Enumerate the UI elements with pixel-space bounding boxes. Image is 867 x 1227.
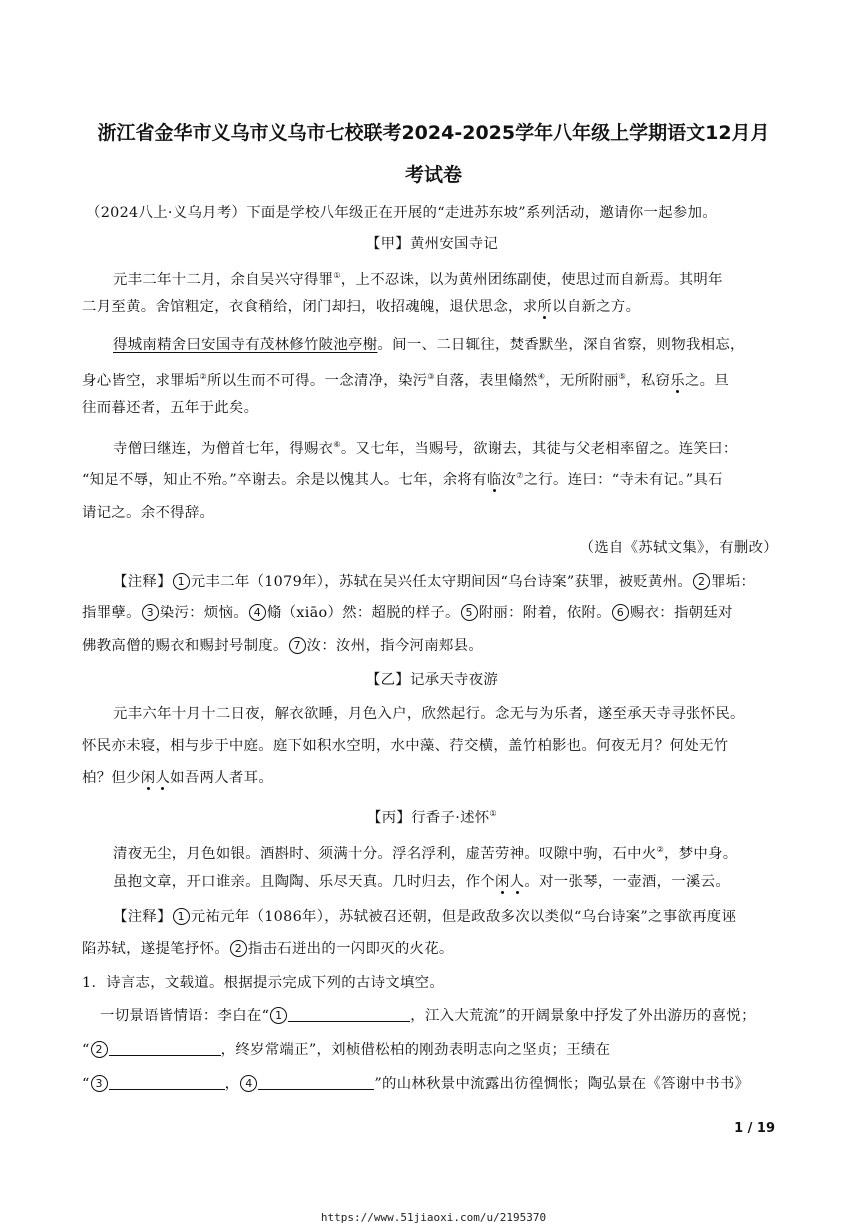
question-1: 1．诗言志，文载道。根据提示完成下列的古诗文填空。: [82, 975, 445, 991]
underlined-sentence: 得城南精舍曰安国寺有茂林修竹陂池亭榭: [113, 337, 378, 353]
yi-line1: 元丰六年十月十二日夜，解衣欲睡，月色入户，欣然起行。念无与为乐者，遂至承天寺寻张怀民。: [113, 706, 745, 722]
section-yi-heading: 【乙】记承天寺夜游: [365, 672, 499, 688]
intro-text: （2024八上·义乌月考）下面是学校八年级正在开展的“走进苏东坡”系列活动，邀请你一起参加。: [86, 205, 717, 221]
jia-notes-line3: 佛教高僧的赐衣和赐封号制度。 7 汝：汝州，指今河南郏县。: [82, 638, 483, 654]
note-ref-1: ①: [333, 271, 341, 280]
emphasis-char: 闲: [140, 770, 156, 786]
yi-line3: 柏？但少闲人如吾两人者耳。: [82, 770, 274, 786]
yi-line2: 怀民亦未寝，相与步于中庭。庭下如积水空明，水中藻、荇交横，盖竹柏影也。何夜无月？何处无竹: [82, 738, 729, 754]
jia-paragraph-1-line2: 二月至黄。舍馆粗定，衣食稍给，闭门却扫，收招魂魄，退伏思念，求所以自新之方。: [82, 299, 641, 315]
document-title-line1: 浙江省金华市义乌市义乌市七校联考2024-2025学年八年级上学期语文12月月: [97, 122, 770, 144]
emphasis-char: 乐: [670, 373, 685, 389]
jia-paragraph-2-line1: 得城南精舍曰安国寺有茂林修竹陂池亭榭。间一、二日辄往，焚香默坐，深自省察，则物我相忘，: [113, 337, 745, 353]
bing-line2: 虽抱文章，开口谁亲。且陶陶、乐尽天真。几时归去，作个闲人。对一张琴，一壶酒，一溪云。: [113, 874, 731, 890]
jia-paragraph-3-line2: “知足不辱，知止不殆。”卒谢去。余是以愧其人。七年，余将有临汝⑦之行。连曰：“寺未有记。”具石: [82, 471, 723, 488]
emphasis-char: 人: [155, 770, 171, 786]
jia-paragraph-2-line3: 往而暮还者，五年于此矣。: [82, 400, 259, 416]
answer-blank-2[interactable]: [109, 1040, 221, 1056]
jia-notes-line1: 【注释】 1 元丰二年（1079年），苏轼在吴兴任太守期间因“乌台诗案”获罪，被贬黄州。 2 罪垢：: [113, 574, 756, 590]
question-1-line1: 一切景语皆情语：李白在“ 1 ，江入大荒流”的开阔景象中抒发了外出游历的喜悦；: [100, 1008, 756, 1024]
question-1-line3: “ 3 ， 4 ”的山林秋景中流露出彷徨惆怅；陶弘景在《答谢中书书》: [82, 1076, 750, 1092]
section-bing-heading: 【丙】行香子·述怀①: [367, 809, 497, 826]
question-1-line2: “ 2 ，终岁常端正”，刘桢借松柏的刚劲表明志向之坚贞；王绩在: [82, 1042, 611, 1058]
jia-source: （选自《苏轼文集》，有删改）: [579, 540, 778, 556]
emphasis-char: 临: [486, 472, 502, 488]
emphasis-char: 闲: [494, 874, 510, 890]
answer-blank-4[interactable]: [258, 1074, 374, 1090]
bing-notes-line2: 陷苏轼，遂提笔抒怀。 2 指击石迸出的一闪即灭的火花。: [82, 941, 454, 957]
jia-notes-line2: 指罪孽。 3 染污：烦恼。 4 翛（xiāo）然：超脱的样子。 5 附丽：附着，依附。 6 赐衣：指朝廷对: [82, 605, 733, 621]
page-number: 1 / 19: [734, 1121, 775, 1136]
jia-paragraph-1-line1: 元丰二年十二月，余自吴兴守得罪①，上不忍诛，以为黄州团练副使，使思过而自新焉。其明年: [113, 271, 723, 288]
emphasis-char: 所: [537, 299, 553, 315]
section-jia-heading: 【甲】黄州安国寺记: [365, 236, 499, 252]
jia-paragraph-3-line1: 寺僧曰继连，为僧首七年，得赐衣⑥。又七年，当赐号，欲谢去，其徒与父老相率留之。连笑曰：: [113, 440, 738, 457]
bing-notes-line1: 【注释】 1 元祐元年（1086年），苏轼被召还朝，但是政敌多次以类似“乌台诗案”之事欲再度诬: [113, 909, 737, 925]
document-title-line2: 考试卷: [404, 164, 462, 186]
answer-blank-3[interactable]: [109, 1074, 225, 1090]
answer-blank-1[interactable]: [288, 1006, 410, 1022]
emphasis-char: 人: [509, 874, 525, 890]
jia-paragraph-2-line2: 身心皆空，求罪垢②所以生而不可得。一念清净，染污③自落，表里翛然④，无所附丽⑤，私窃乐之。旦: [82, 372, 730, 389]
watermark-url: https://www.51jiaoxi.com/u/2195370: [320, 1211, 547, 1224]
bing-line1: 清夜无尘，月色如银。酒斟时、须满十分。浮名浮利，虚苦劳神。叹隙中驹，石中火②，梦中身。: [113, 845, 738, 862]
jia-paragraph-3-line3: 请记之。余不得辞。: [82, 505, 215, 521]
